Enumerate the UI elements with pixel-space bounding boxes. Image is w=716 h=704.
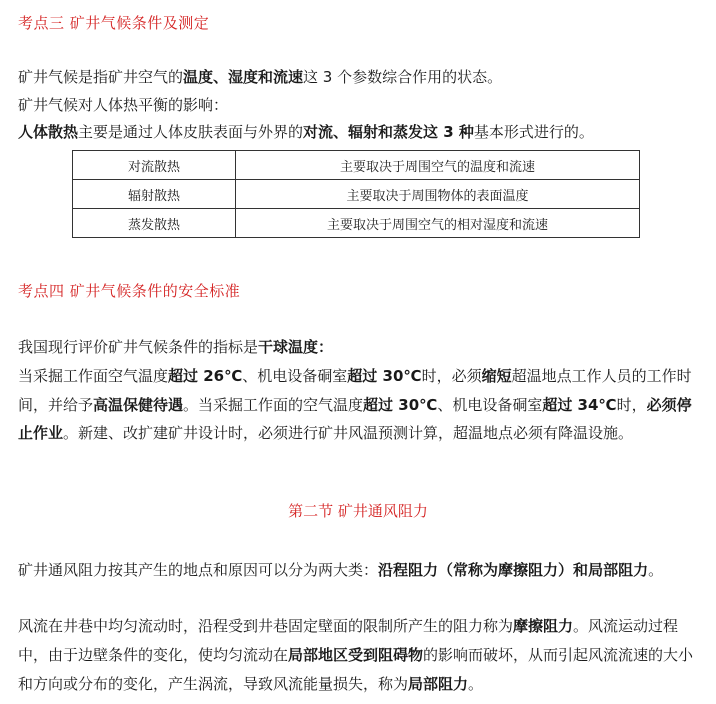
table-row — [73, 209, 640, 238]
text-run: 、机电设备硐室 — [242, 367, 348, 385]
bold-run: 缩短 — [481, 367, 512, 385]
table-cell-desc: 主要取决于周围物体的表面温度 — [236, 180, 640, 209]
table-cell-name: 辐射散热 — [73, 180, 236, 209]
text-run: 基本形式进行的。 — [473, 123, 594, 141]
text-run: 这 3 个参数综合作用的状态。 — [303, 68, 503, 86]
section3-paragraph-1 — [18, 64, 702, 90]
text-run: 、机电设备硐室 — [437, 395, 543, 414]
section3-paragraph-2: 矿井气候对人体热平衡的影响： — [18, 96, 229, 114]
text-run: 矿井气候是指矿井空气的 — [18, 68, 184, 86]
bold-run: 超过 30℃ — [347, 367, 422, 385]
section-title: 第二节 矿井通风阻力 — [288, 502, 428, 520]
text-run: 超温地点工作人员的工作时间，并给予 — [18, 367, 692, 414]
bold-run: 人体散热 — [18, 123, 79, 141]
text-run: 。风流运动过程中，由于边壁条件的变化，使均匀流动在 — [18, 617, 679, 664]
section4-heading: 考点四 矿井气候条件的安全标准 — [18, 282, 241, 300]
bold-run: 超过 30℃ — [363, 395, 438, 414]
text-run: 当采掘工作面空气温度 — [18, 367, 169, 385]
table-row — [73, 180, 640, 209]
bold-run: 局部阻力 — [408, 675, 469, 693]
section3-paragraph-3 — [18, 119, 702, 145]
text-run: 时， — [616, 395, 647, 414]
bold-run: 温度、湿度和流速 — [183, 68, 304, 86]
bold-run: 干球温度： — [258, 338, 334, 356]
table-cell-name: 对流散热 — [73, 151, 236, 180]
bold-run: 沿程阻力（常称为 — [378, 561, 499, 579]
table-cell-desc: 主要取决于周围空气的温度和流速 — [236, 151, 640, 180]
bold-run: 必须停止作业 — [18, 395, 692, 442]
bold-run: 高温保健待遇 — [93, 395, 184, 414]
section5-paragraph-1 — [18, 556, 702, 584]
text-run: 我国现行评价矿井气候条件的指标是 — [18, 338, 259, 356]
bold-run: 局部阻力 — [588, 561, 649, 579]
table-row — [73, 151, 640, 180]
text-run: 。当采掘工作面的空气温度 — [183, 395, 364, 414]
bold-run: ）和 — [558, 561, 589, 579]
heat-dissipation-table — [72, 150, 640, 238]
bold-run: 超过 34℃ — [542, 395, 617, 414]
section4-paragraph-2 — [18, 362, 702, 448]
section3-heading: 考点三 矿井气候条件及测定 — [18, 14, 210, 32]
bold-run: 对流、辐射和蒸发这 3 种 — [303, 123, 474, 141]
text-run: 矿井通风阻力按其产生的地点和原因可以分为两大类： — [18, 561, 379, 579]
text-run: 。新建、改扩建矿井设计时，必须进行矿井风温预测计算，超温地点必须有降温设施。 — [63, 424, 634, 442]
text-run: 的影响而破坏，从而引起风流流速的大小和方向或分布的变化，产生涡流，导致风流能量损失，称为 — [18, 646, 694, 693]
text-run: 主要是通过人体皮肤表面与外界的 — [78, 123, 304, 141]
text-run: 。 — [468, 675, 484, 693]
table-cell-desc: 主要取决于周围空气的相对湿度和流速 — [236, 209, 640, 238]
bold-run: 摩擦阻力 — [513, 617, 574, 635]
bold-run: 超过 26℃ — [168, 367, 243, 385]
table-cell-name: 蒸发散热 — [73, 209, 236, 238]
text-run: 风流在井巷中均匀流动时，沿程受到井巷固定壁面的限制所产生的阻力称为 — [18, 617, 514, 635]
bold-run: 局部地区受到阻碍物 — [288, 646, 424, 664]
text-run: 。 — [648, 561, 664, 579]
section4-paragraph-1 — [18, 334, 702, 360]
bold-run: 摩擦阻力 — [498, 561, 559, 579]
text-run: 时，必须 — [421, 367, 482, 385]
section5-paragraph-2 — [18, 612, 702, 699]
